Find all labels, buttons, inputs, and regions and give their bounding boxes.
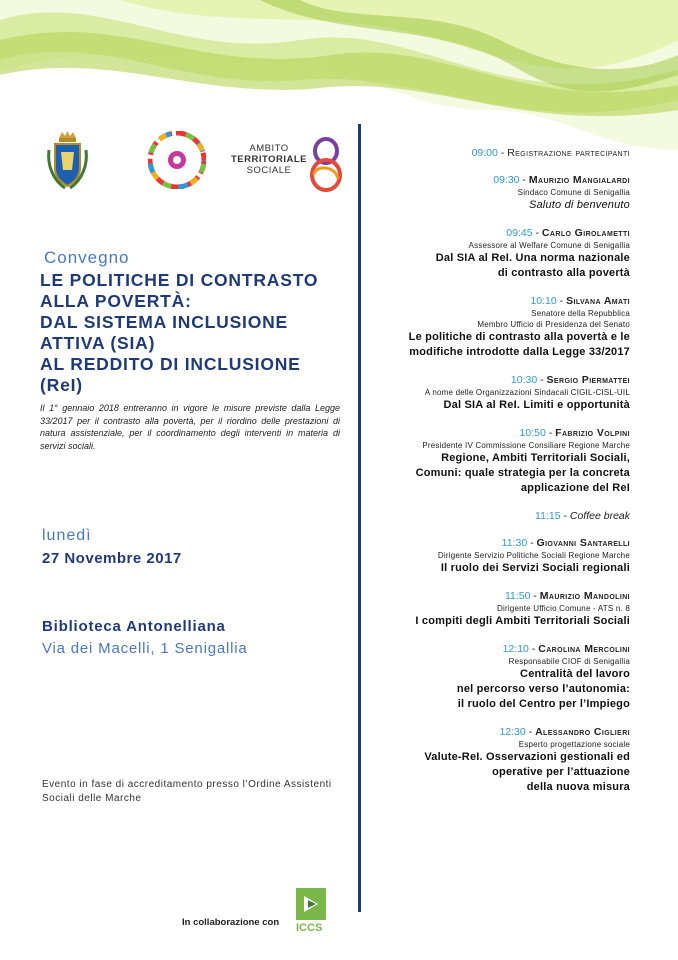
event-title-line: ALLA POVERTÀ: (40, 291, 192, 311)
speaker-role: Senatore della Repubblica (531, 309, 630, 318)
talk-title: Comuni: quale strategia per la concreta (415, 467, 630, 479)
talk-title: Centralità del lavoro (520, 668, 630, 680)
program-time: 09:30 (493, 174, 520, 186)
accreditation-note: Evento in fase di accreditamento presso l’Ordine Assistenti Sociali delle Marche (42, 779, 332, 804)
speaker-role: Membro Ufficio di Presidenza del Senato (477, 320, 630, 329)
program-time: 12:30 (499, 726, 526, 738)
program-item (350, 589, 630, 629)
speaker-role: Assessore al Welfare Comune di Senigallia (468, 241, 630, 250)
program-item (350, 725, 630, 795)
talk-title: modifiche introdotte dalla Legge 33/2017 (409, 346, 630, 358)
talk-title: nel percorso verso l’autonomia: (456, 683, 630, 695)
program-speaker: Carolina Mercolini (538, 643, 630, 655)
program-time: 09:45 (506, 227, 533, 239)
event-title-line: ATTIVA (SIA) (40, 333, 156, 353)
ambito-logo-text: AMBITO TERRITORIALE SOCIALE (230, 143, 308, 176)
program-item (350, 642, 630, 712)
program-time: 09:00 (471, 147, 498, 159)
speaker-role: Sindaco Comune di Senigallia (517, 188, 630, 197)
talk-title: Regione, Ambiti Territoriali Sociali, (441, 452, 630, 464)
event-title-line: DAL SISTEMA INCLUSIONE (40, 312, 289, 332)
event-title-line: LE POLITICHE DI CONTRASTO (40, 270, 319, 290)
talk-title: il ruolo del Centro per l’Impiego (457, 698, 630, 710)
program-item (350, 146, 630, 160)
collaboration-label: In collaborazione con (182, 917, 280, 928)
program-item (350, 294, 630, 360)
speaker-role: Dirigente Ufficio Comune - ATS n. 8 (497, 604, 630, 613)
talk-title: operative per l’attuazione (492, 766, 630, 778)
program-title: Coffee break (569, 510, 630, 522)
header-logos (40, 125, 350, 200)
talk-title: Valute-ReI. Osservazioni gestionali ed (424, 751, 630, 763)
program-item (350, 426, 630, 496)
talk-title: applicazione del ReI (520, 482, 630, 494)
program-speaker: Sergio Piermattei (546, 374, 630, 386)
program-item-heading: 11:50 - Maurizio Mandolini (504, 590, 630, 602)
talk-title: di contrasto alla povertà (497, 267, 630, 279)
talk-title: Le politiche di contrasto alla povertà e le (408, 331, 630, 343)
program-item-heading: 09:00 - Registrazione partecipanti (471, 147, 630, 159)
program-speaker: Maurizio Mandolini (539, 590, 630, 602)
program-time: 10:30 (510, 374, 538, 386)
program-item (350, 536, 630, 576)
program-speaker: Carlo Girolametti (541, 227, 630, 239)
program-item-heading: 11:15 - Coffee break (535, 510, 630, 522)
program-item-heading: 12:30 - Alessandro Ciglieri (499, 726, 630, 738)
ambito-territoriale-sociale-logo (228, 135, 346, 195)
event-day: lunedì (42, 527, 92, 544)
event-info (40, 248, 340, 452)
program-speaker: Giovanni Santarelli (536, 537, 630, 549)
program-title: Registrazione partecipanti (507, 147, 630, 159)
speaker-role: Esperto progettazione sociale (518, 740, 630, 749)
program-item (350, 509, 630, 523)
talk-title: Dal SIA al ReI. Una norma nazionale (435, 252, 630, 264)
program-time: 12:10 (502, 643, 529, 655)
program-item-heading: 10:10 - Silvana Amati (530, 295, 630, 307)
program-item (350, 226, 630, 281)
program-time: 10:10 (530, 295, 557, 307)
speaker-role: Dirigente Servizio Politiche Sociali Regione Marche (437, 551, 630, 560)
senigallia-coat-of-arms-logo (45, 130, 90, 192)
program-time: 10:50 (519, 427, 546, 439)
program-item-heading: 10:50 - Fabrizio Volpini (519, 427, 630, 439)
speaker-role: Responsabile CIOF di Senigallia (508, 657, 630, 666)
program-speaker: Fabrizio Volpini (555, 427, 630, 439)
program-schedule (350, 146, 630, 808)
program-time: 11:30 (501, 537, 528, 549)
ufficio-comune-logo (148, 131, 206, 189)
speaker-role: A nome delle Organizzazioni Sindacali CIGIL-CISL-UIL (424, 388, 630, 397)
program-item-heading: 12:10 - Carolina Mercolini (502, 643, 630, 655)
event-intro: Il 1° gennaio 2018 entreranno in vigore le misure previste dalla Legge 33/2017 per il contrasto alla povertà, per il riordino delle prestazioni di natura assistenziale, per il coordinamento degli interventi in materia di servizi sociali. (40, 403, 340, 451)
talk-title: Il ruolo dei Servizi Sociali regionali (440, 562, 630, 574)
event-venue: Biblioteca Antonelliana (42, 618, 226, 635)
event-title-line: AL REDDITO DI INCLUSIONE (40, 354, 301, 374)
program-time: 11:15 (535, 510, 561, 522)
program-item-heading: 10:30 - Sergio Piermattei (510, 374, 630, 386)
program-item-heading: 11:30 - Giovanni Santarelli (501, 537, 630, 549)
partner-logo-text: ICCS (296, 922, 323, 934)
talk-title: Saluto di benvenuto (528, 199, 630, 211)
program-item (350, 173, 630, 213)
program-speaker: Maurizio Mangialardi (528, 174, 630, 186)
speaker-role: Presidente IV Commissione Consiliare Regione Marche (422, 441, 630, 450)
program-item-heading: 09:30 - Maurizio Mangialardi (493, 174, 630, 186)
event-title (40, 270, 340, 396)
program-item (350, 373, 630, 413)
event-kicker: Convegno (44, 248, 130, 267)
program-speaker: Alessandro Ciglieri (535, 726, 630, 738)
event-date: 27 Novembre 2017 (42, 550, 182, 567)
event-title-line: (ReI) (40, 375, 83, 395)
talk-title: I compiti degli Ambiti Territoriali Sociali (415, 615, 630, 627)
talk-title: della nuova misura (526, 781, 630, 793)
ambito-number-8-icon (306, 135, 346, 193)
program-speaker: Silvana Amati (566, 295, 630, 307)
event-address: Via dei Macelli, 1 Senigallia (42, 640, 248, 657)
program-item-heading: 09:45 - Carlo Girolametti (506, 227, 630, 239)
talk-title: Dal SIA al ReI. Limiti e opportunità (443, 399, 630, 411)
program-time: 11:50 (504, 590, 531, 602)
